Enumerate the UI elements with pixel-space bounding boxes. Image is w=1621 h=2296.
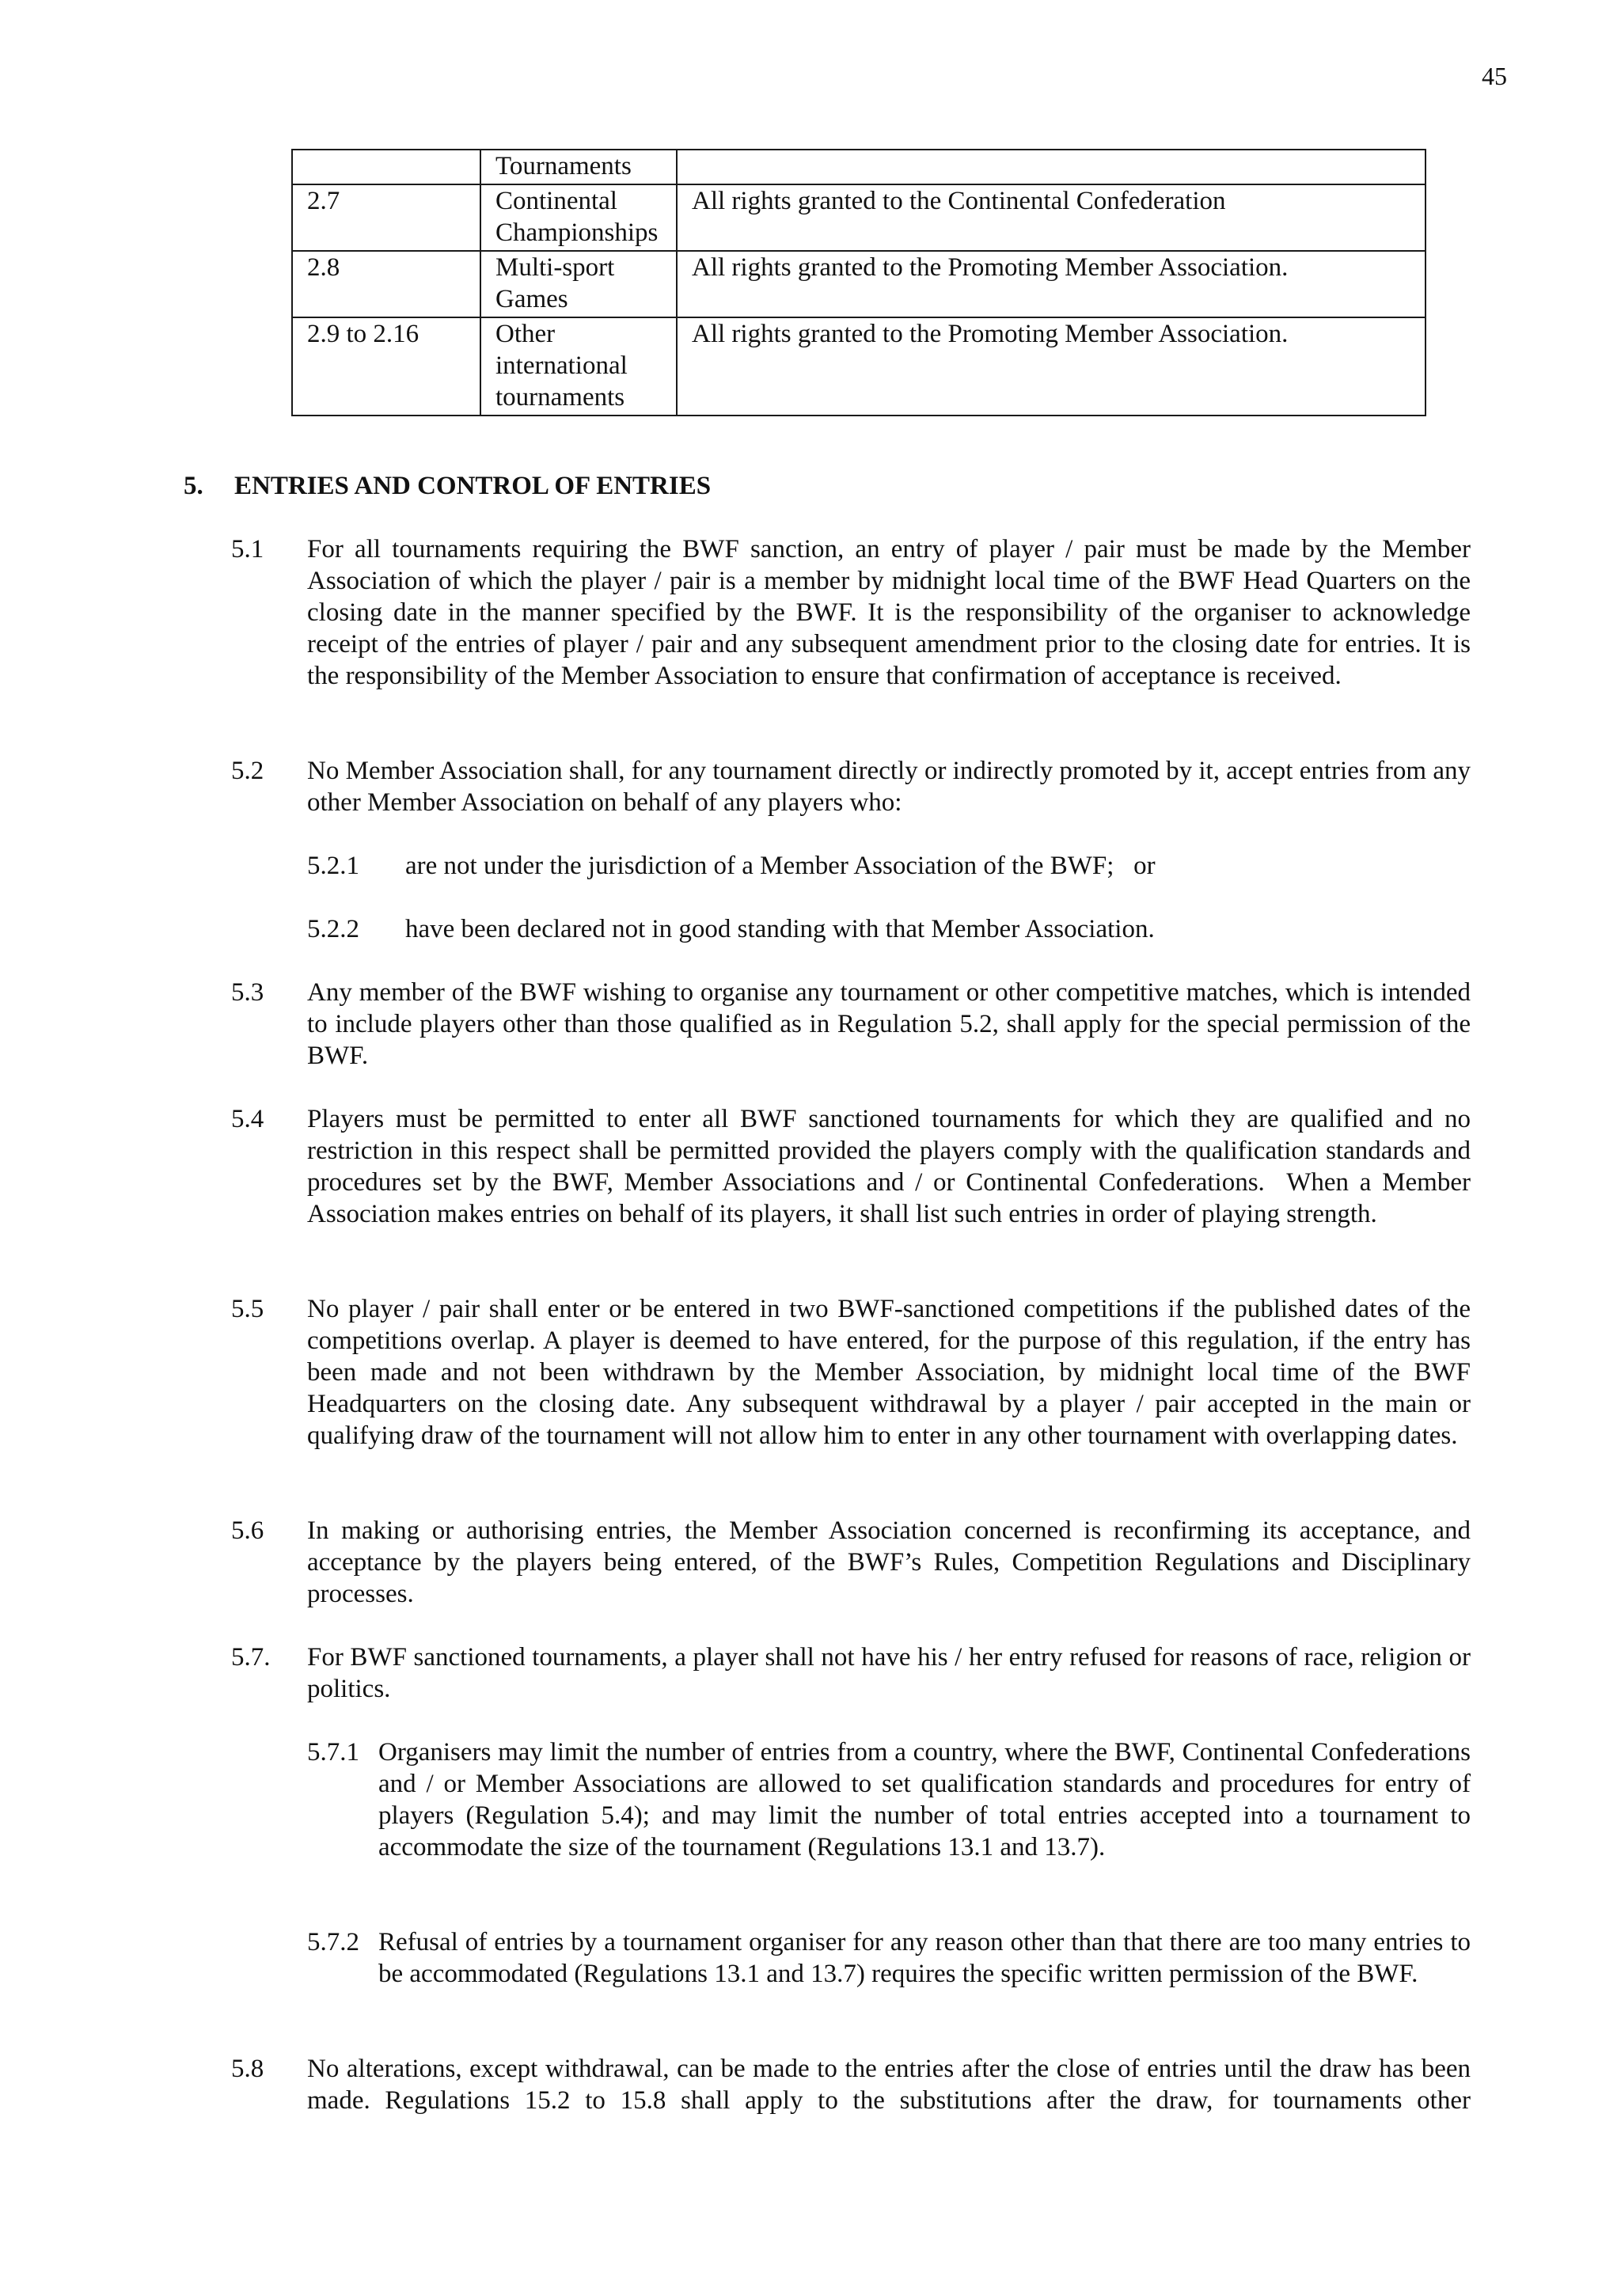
- clause-5-2: [231, 755, 1471, 818]
- clause-5-6: [231, 1515, 1471, 1610]
- clause-text: No Member Association shall, for any tournament directly or indirectly promoted by it, accept entries from any other Member Association on behalf of any players who:: [307, 757, 1471, 817]
- clause-text: In making or authorising entries, the Member Association concerned is reconfirming its acceptance, and acceptance by the players being entered, of the BWF’s Rules, Competition Regulations and Disciplinary processes.: [307, 1516, 1471, 1608]
- clause-text: Organisers may limit the number of entries from a country, where the BWF, Continental Confederations and / or Member Associations are allowed to set qualification standards and procedures for entry of players (Regulation 5.4); and may limit the number of total entries accepted into a tournament to accommodate the size of the tournament (Regulations 13.1 and 13.7).: [378, 1738, 1471, 1861]
- page-number: 45: [1482, 62, 1507, 90]
- clause-number: 5.3: [231, 978, 264, 1007]
- clause-5-4: [231, 1103, 1471, 1230]
- section-number: 5.: [184, 472, 203, 500]
- clause-number: 5.7.2: [307, 1928, 359, 1956]
- clause-number: 5.2.1: [307, 852, 359, 880]
- clause-text: No player / pair shall enter or be entered in two BWF-sanctioned competitions if the published dates of the competitions overlap. A player is deemed to have entered, for the purpose of this regulation, if the entry has been made and not been withdrawn by the Member Association, by midnight local time of the BWF Headquarters on the closing date. Any subsequent withdrawal by a player / pair accepted in the main or qualifying draw of the tournament will not allow him to enter in any other tournament with overlapping dates.: [307, 1295, 1471, 1450]
- rights-table: [291, 149, 1426, 416]
- clause-5-8: [231, 2053, 1471, 2116]
- clause-5-2-1: [307, 850, 1471, 882]
- table-cell-event: Other international tournaments: [480, 317, 677, 416]
- clause-text: No alterations, except withdrawal, can be made to the entries after the close of entries until the draw has been made. Regulations 15.2 to 15.8 shall apply to the substitutions after the draw, for tournaments other: [307, 2055, 1471, 2115]
- clause-5-3: [231, 977, 1471, 1072]
- table-cell-rights: All rights granted to the Promoting Member Association.: [677, 317, 1425, 416]
- clause-number: 5.7.1: [307, 1738, 359, 1767]
- clause-text: Refusal of entries by a tournament organiser for any reason other than that there are too many entries to be accommodated (Regulations 13.1 and 13.7) requires the specific written permission of the BWF.: [378, 1928, 1471, 1988]
- table-cell-event: Continental Championships: [480, 184, 677, 251]
- section-title: ENTRIES AND CONTROL OF ENTRIES: [234, 472, 712, 500]
- table-cell-code: 2.8: [292, 251, 480, 317]
- table-cell-code: 2.7: [292, 184, 480, 251]
- table-row: [292, 251, 1425, 317]
- clause-5-5: [231, 1293, 1471, 1452]
- clause-number: 5.2.2: [307, 915, 359, 943]
- clause-number: 5.2: [231, 757, 264, 785]
- clause-5-7: [231, 1641, 1471, 1705]
- clause-text: For all tournaments requiring the BWF sanction, an entry of player / pair must be made by the Member Association of which the player / pair is a member by midnight local time of the BWF Head Quarters on the closing date in the manner specified by the BWF. It is the responsibility of the organiser to acknowledge receipt of the entries of player / pair and any subsequent amendment prior to the closing date for entries. It is the responsibility of the Member Association to ensure that confirmation of acceptance is received.: [307, 535, 1471, 690]
- clause-text: Players must be permitted to enter all BWF sanctioned tournaments for which they are qualified and no restriction in this respect shall be permitted provided the players comply with the qualification standards and procedures set by the BWF, Member Associations and / or Continental Confederations. When a Member Association makes entries on behalf of its players, it shall list such entries in order of playing strength.: [307, 1105, 1471, 1228]
- section-heading: [184, 470, 711, 502]
- table-cell-code: 2.9 to 2.16: [292, 317, 480, 416]
- table-cell-rights: All rights granted to the Continental Confederation: [677, 184, 1425, 251]
- table-cell-code: [292, 150, 480, 184]
- clause-number: 5.8: [231, 2055, 264, 2083]
- table-cell-rights: All rights granted to the Promoting Member Association.: [677, 251, 1425, 317]
- table-row: [292, 150, 1425, 184]
- clause-number: 5.4: [231, 1105, 264, 1133]
- clause-5-7-2: [307, 1926, 1471, 1990]
- table-cell-event: Multi-sport Games: [480, 251, 677, 317]
- clause-number: 5.7.: [231, 1643, 271, 1672]
- clause-number: 5.6: [231, 1516, 264, 1545]
- table-row: [292, 184, 1425, 251]
- clause-5-1: [231, 533, 1471, 692]
- table-cell-rights: [677, 150, 1425, 184]
- clause-number: 5.1: [231, 535, 264, 564]
- table-cell-event: Tournaments: [480, 150, 677, 184]
- clause-5-2-2: [307, 913, 1471, 945]
- clause-text: For BWF sanctioned tournaments, a player shall not have his / her entry refused for reasons of race, religion or politics.: [307, 1643, 1471, 1703]
- table-row: [292, 317, 1425, 416]
- clause-5-7-1: [307, 1736, 1471, 1863]
- clause-text: Any member of the BWF wishing to organise any tournament or other competitive matches, which is intended to include players other than those qualified as in Regulation 5.2, shall apply for the special permission of the BWF.: [307, 978, 1471, 1070]
- clause-text: are not under the jurisdiction of a Member Association of the BWF; or: [405, 852, 1156, 880]
- clause-number: 5.5: [231, 1295, 264, 1323]
- clause-text: have been declared not in good standing with that Member Association.: [405, 915, 1155, 943]
